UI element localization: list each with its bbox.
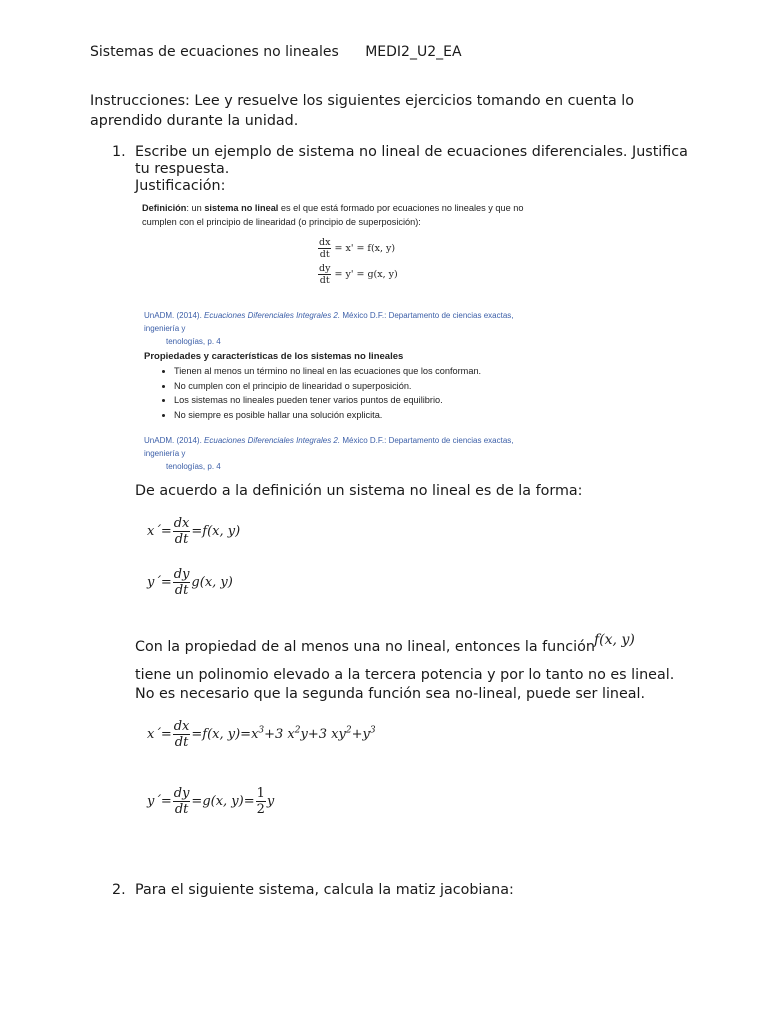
definition-part2: es el que está formado por ecuaciones no lineales y que no cumplen con el principio de linearidad (o principio de superposición): xyxy=(142,203,524,227)
eq1-num: dx xyxy=(319,237,331,248)
ex-x-exp3: 2 xyxy=(345,725,352,736)
ex-y-num: dy xyxy=(173,786,190,801)
form-equation-y xyxy=(147,567,233,598)
document-header xyxy=(90,44,484,60)
ex-x-mid: =f(x, y)=x xyxy=(191,727,259,742)
ex-x-exp2: 2 xyxy=(294,725,301,736)
item1-number: 1. xyxy=(112,144,126,160)
form-y-den: dt xyxy=(174,583,189,598)
item2-text: Para el siguiente sistema, calcula la matiz jacobiana: xyxy=(135,882,514,898)
form-x-num: dx xyxy=(173,516,190,531)
citation-2 xyxy=(144,434,544,473)
image-equation-1 xyxy=(318,237,395,260)
image-equation-2 xyxy=(318,263,398,286)
eq2-num: dy xyxy=(319,263,331,274)
ex-x-term-b: y+3 xy xyxy=(300,727,346,742)
paragraph-definition: De acuerdo a la definición un sistema no lineal es de la forma: xyxy=(135,483,583,499)
cite2-author: UnADM. (2014). xyxy=(144,436,205,445)
ex-x-exp1: 3 xyxy=(258,725,265,736)
ex-y-mid: =g(x, y)= xyxy=(191,794,255,809)
ex-y-frac-den: 2 xyxy=(256,802,265,817)
ex-x-lhs: x´= xyxy=(147,727,172,742)
item1-text-line2: tu respuesta. xyxy=(135,161,230,177)
definition-bold: Definición xyxy=(142,203,187,213)
eq1-den: dt xyxy=(319,249,330,260)
reference-image xyxy=(138,197,553,471)
form-x-den: dt xyxy=(174,532,189,547)
form-x-lhs: x´= xyxy=(147,524,172,539)
cite1-author: UnADM. (2014). xyxy=(144,311,205,320)
explanation-line2: No es necesario que la segunda función sea no-lineal, puede ser lineal. xyxy=(135,686,646,702)
paragraph-property: Con la propiedad de al menos una no lineal, entonces la función xyxy=(135,639,595,655)
ex-x-den: dt xyxy=(174,735,189,750)
properties-list xyxy=(144,364,544,422)
definition-part1: : un xyxy=(186,203,205,213)
property-item: • Tienen al menos un término no lineal en las ecuaciones que los conforman. xyxy=(174,364,544,379)
cite1-book: Ecuaciones Diferenciales Integrales 2. xyxy=(204,311,341,320)
cite2-pages: tenologías, p. 4 xyxy=(166,462,221,471)
form-equation-x xyxy=(147,516,240,547)
example-equation-y xyxy=(147,786,274,817)
ex-x-term-a: +3 x xyxy=(264,727,295,742)
form-y-rhs: g(x, y) xyxy=(191,575,233,590)
ex-x-term-c: +y xyxy=(351,727,370,742)
justification-label: Justificación: xyxy=(135,178,226,194)
definition-text xyxy=(142,201,552,229)
cite1-publisher: México D.F.: Departamento de ciencias exactas, ingeniería y xyxy=(144,311,514,333)
document-title: Sistemas de ecuaciones no lineales xyxy=(90,44,339,60)
ex-y-lhs: y´= xyxy=(147,794,172,809)
ex-x-num: dx xyxy=(173,719,190,734)
instructions: Instrucciones: Lee y resuelve los siguientes ejercicios tomando en cuenta lo aprendido durante la unidad. xyxy=(90,93,634,129)
property-item: • Los sistemas no lineales pueden tener varios puntos de equilibrio. xyxy=(174,393,544,408)
ex-y-end: y xyxy=(266,794,275,809)
cite2-book: Ecuaciones Diferenciales Integrales 2. xyxy=(204,436,341,445)
property-item: • No siempre es posible hallar una solución explicita. xyxy=(174,408,544,423)
definition-bold-term: sistema no lineal xyxy=(204,203,279,213)
ex-y-frac-num: 1 xyxy=(256,786,265,801)
ex-y-den: dt xyxy=(174,802,189,817)
citation-1 xyxy=(144,309,544,348)
item2-number: 2. xyxy=(112,882,126,898)
cite2-publisher: México D.F.: Departamento de ciencias exactas, ingeniería y xyxy=(144,436,514,458)
form-y-lhs: y´= xyxy=(147,575,172,590)
paragraph-explanation xyxy=(135,666,674,704)
eq2-rhs: = y' = g(x, y) xyxy=(334,269,398,280)
form-x-rhs: =f(x, y) xyxy=(191,524,241,539)
properties-title: Propiedades y características de los sistemas no lineales xyxy=(144,351,404,362)
item1-text xyxy=(135,144,695,195)
form-y-num: dy xyxy=(173,567,190,582)
item1-text-line1: Escribe un ejemplo de sistema no lineal de ecuaciones diferenciales. Justifica xyxy=(135,144,688,160)
ex-x-exp4: 3 xyxy=(369,725,376,736)
document-code: MEDI2_U2_EA xyxy=(365,44,462,60)
property-item: • No cumplen con el principio de linearidad o superposición. xyxy=(174,379,544,394)
explanation-line1: tiene un polinomio elevado a la tercera potencia y por lo tanto no es lineal. xyxy=(135,667,675,683)
eq1-rhs: = x' = f(x, y) xyxy=(334,243,396,254)
eq2-den: dt xyxy=(319,275,330,286)
cite1-pages: tenologías, p. 4 xyxy=(166,337,221,346)
properties-section xyxy=(144,351,544,422)
example-equation-x xyxy=(147,719,376,750)
function-f-label: f(x, y) xyxy=(594,632,635,648)
